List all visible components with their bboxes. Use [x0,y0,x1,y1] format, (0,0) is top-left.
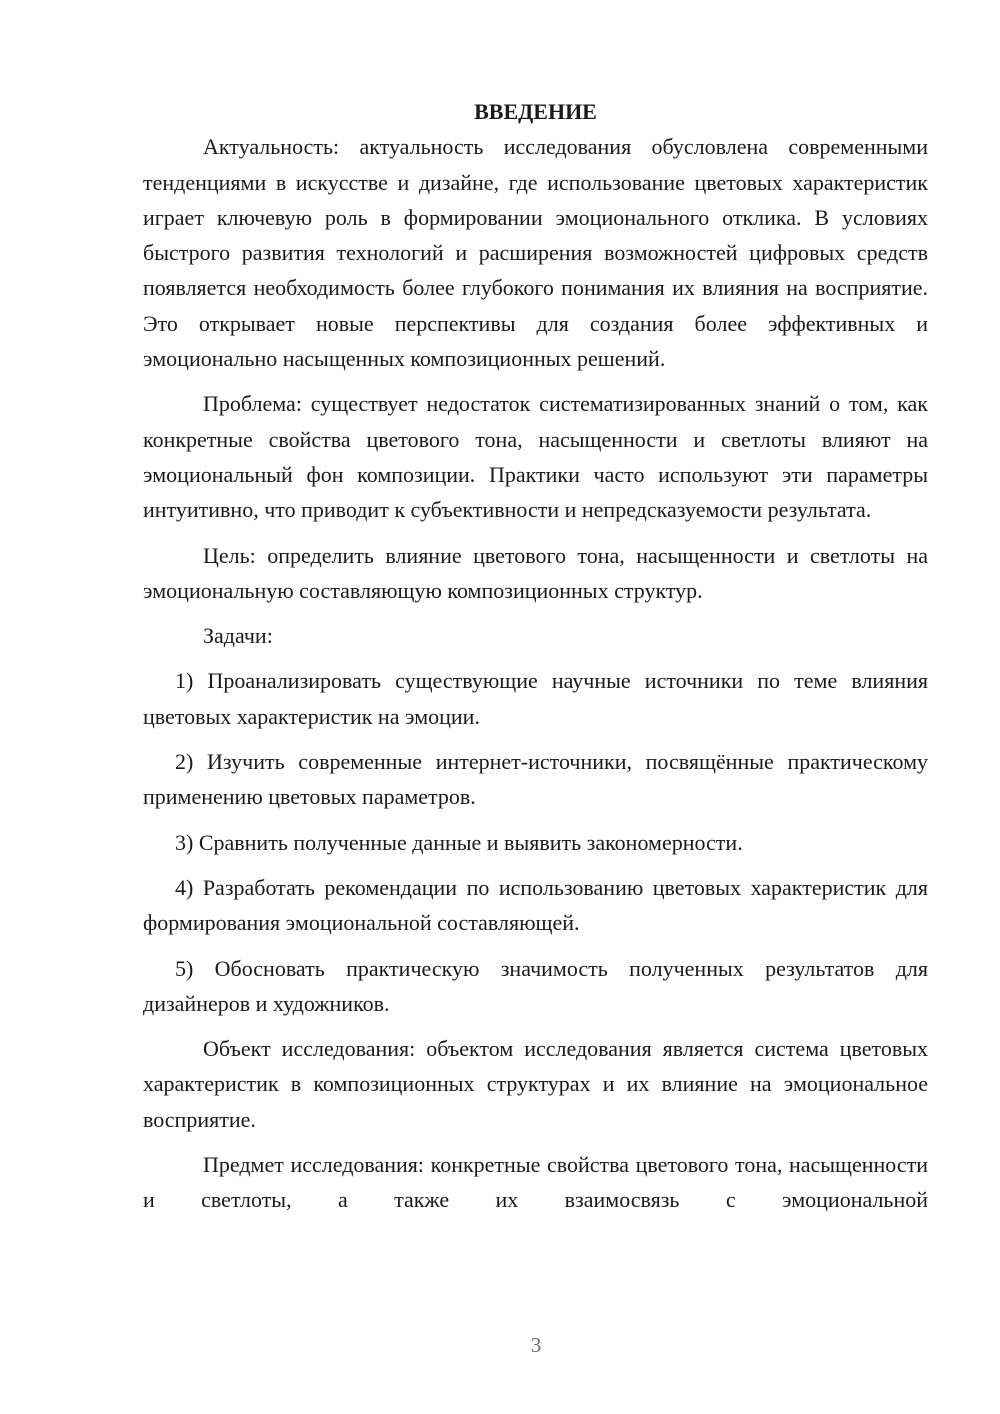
page-body [143,94,928,1218]
page-number: 3 [530,1333,542,1357]
tasks-label: Задачи: [203,623,273,649]
task-item: 3) Сравнить полученные данные и выявить закономерности. [175,829,743,855]
problem-paragraph: Проблема: существует недостаток систематизированных знаний о том, как конкретные свойства цветового тона, насыщенности и светлоты влияют на эмоциональный фон композиции. Практики часто используют эти параметры интуитивно, что приводит к субъективности и непредсказуемости результата. [143,391,928,523]
section-heading: ВВЕДЕНИЕ [474,99,597,124]
relevance-paragraph: Актуальность: актуальность исследования обусловлена современными тенденциями в искусстве и дизайне, где использование цветовых характеристик играет ключевую роль в формировании эмоционального отклика. В условиях быстрого развития технологий и расширения возможностей цифровых средств появляется необходимость более глубокого понимания их влияния на восприятие. Это открывает новые перспективы для создания более эффективных и эмоционально насыщенных композиционных решений. [143,134,928,372]
goal-paragraph: Цель: определить влияние цветового тона, насыщенности и светлоты на эмоциональную составляющую композиционных структур. [143,542,928,603]
task-item: 5) Обосновать практическую значимость полученных результатов для дизайнеров и художников. [143,955,928,1016]
task-item: 2) Изучить современные интернет-источники, посвящённые практическому применению цветовых параметров. [143,749,928,810]
task-item: 1) Проанализировать существующие научные источники по теме влияния цветовых характеристик на эмоции. [143,668,928,729]
task-item: 4) Разработать рекомендации по использованию цветовых характеристик для формирования эмоциональной составляющей. [143,874,928,936]
subject-paragraph: Предмет исследования: конкретные свойства цветового тона, насыщенности и светлоты, а также их взаимосвязь с эмоциональной [143,1152,928,1213]
object-paragraph: Объект исследования: объектом исследования является система цветовых характеристик в композиционных структурах и их влияние на эмоциональное восприятие. [143,1036,928,1132]
